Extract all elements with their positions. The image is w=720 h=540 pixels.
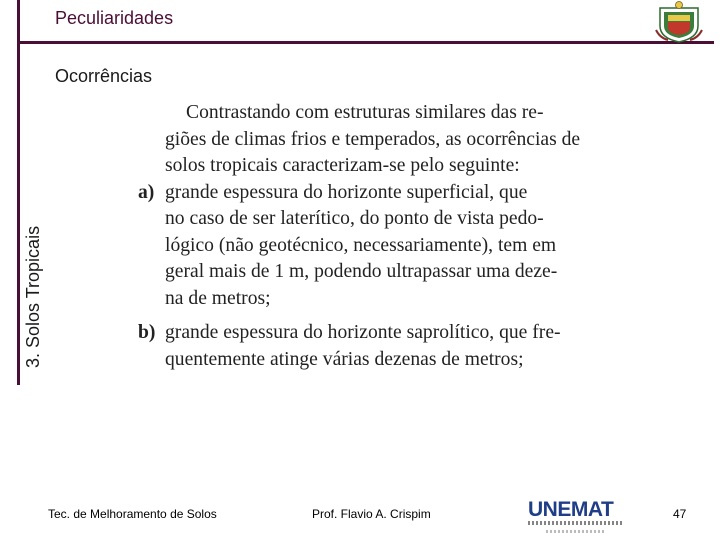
header-divider	[18, 41, 714, 44]
text-line: giões de climas frios e temperados, as ocorrências de	[165, 128, 581, 150]
unemat-logo	[528, 499, 622, 536]
text-line: grande espessura do horizonte superficial, que	[165, 181, 528, 203]
footer-course: Tec. de Melhoramento de Solos	[48, 507, 217, 521]
list-marker: a)	[138, 181, 155, 203]
list-item	[138, 320, 584, 347]
vertical-title-text: 3. Solos Tropicais	[23, 225, 43, 368]
text-line: quentemente atinge várias dezenas de metros;	[165, 348, 524, 370]
list-item	[138, 180, 584, 207]
logo-subtitle-line	[528, 521, 622, 525]
text-line: lógico (não geotécnico, necessariamente), tem em	[165, 234, 557, 256]
coat-of-arms-icon	[654, 0, 704, 44]
section-heading: Ocorrências	[55, 66, 153, 86]
list-marker: b)	[138, 322, 156, 343]
vertical-section-title	[20, 168, 46, 368]
footer-professor: Prof. Flavio A. Crispim	[312, 507, 431, 521]
text-line: Contrastando com estruturas similares das re-	[186, 102, 544, 123]
text-line: solos tropicais caracterizam-se pelo seguinte:	[165, 155, 520, 176]
page-number: 47	[673, 507, 687, 521]
logo-subtitle-line	[546, 530, 606, 533]
text-line: no caso de ser laterítico, do ponto de vista pedo-	[165, 208, 544, 229]
text-line: na de metros;	[165, 287, 271, 309]
text-line: grande espessura do horizonte saprolítico, que fre-	[165, 322, 561, 343]
scanned-text-excerpt	[138, 100, 584, 373]
text-line: geral mais de 1 m, podendo ultrapassar uma deze-	[165, 261, 558, 282]
logo-wordmark: UNEMAT	[528, 498, 614, 521]
slide-title: Peculiaridades	[55, 8, 174, 28]
